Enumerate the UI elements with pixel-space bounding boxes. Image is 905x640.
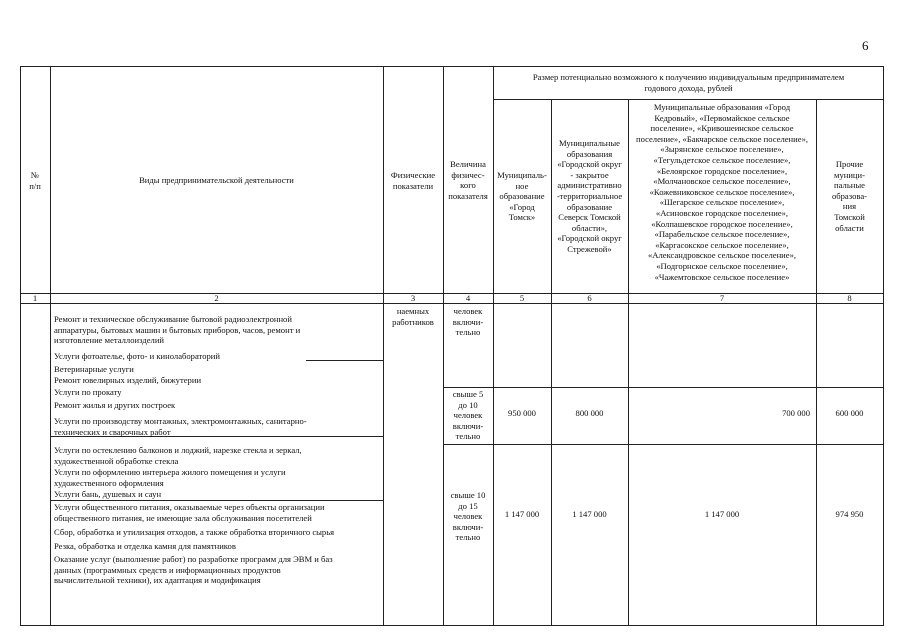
col-number: 6 xyxy=(587,293,592,303)
band-divider-1 xyxy=(443,387,884,388)
col-divider-4 xyxy=(493,66,494,626)
col-number: 3 xyxy=(410,293,416,303)
table-border-bottom xyxy=(20,625,884,626)
col-divider-1 xyxy=(50,66,51,626)
header-indicator-value: Величина физичес- кого показателя xyxy=(448,159,488,201)
value-tomsk: 950 000 xyxy=(508,408,536,418)
activity-item: Сбор, обработка и утилизация отходов, а также обработка вторичного сырья xyxy=(54,527,335,537)
activity-item: Оказание услуг (выполнение работ) по разработке программ для ЭВМ и баз данных (программных средств и информационных продуктов вычислительной техники), их адаптация и модификация xyxy=(54,554,333,586)
activity-item: Услуги по производству монтажных, электромонтажных, санитарно- технических и сварочных работ xyxy=(54,416,307,437)
activity-item: Ремонт ювелирных изделий, бижутерии xyxy=(54,375,202,385)
physical-indicator: наемных работников xyxy=(392,306,434,327)
header-col-rural-settlements: Муниципальные образования «Город Кедровый», «Первомайское сельское поселение», «Кривошеинское сельское поселение», «Бакчарское сельское поселение», «Зырянское сельское поселение», «Тегульдетское сельское поселение», «Белоярское городское поселение», «Молчановское сельское поселение», «Кожевниковское сельское поселение», «Шегарское сельское поселение», «Асиновское городское поселение», «Колпашевское городское поселение», «Парабельское сельское поселение», «Каргасокское сельское поселение», «Александровское сельское поселение», «Подгорнское сельское поселение», «Чажемтовское сельское поселение» xyxy=(635,102,809,282)
table-border-right xyxy=(883,66,884,626)
value-seversk: 800 000 xyxy=(575,408,604,418)
value-seversk: 1 147 000 xyxy=(572,509,607,519)
header-col-seversk-strezhevoy: Муниципальные образования «Городской округ - закрытое административно -территориальное образование Северск Томской области», «Городской округ Стрежевой» xyxy=(556,138,623,254)
activity-item: Услуги фотоателье, фото- и кинолабораторий xyxy=(54,351,220,361)
value-other: 974 950 xyxy=(835,509,864,519)
activity-divider xyxy=(50,500,383,501)
activity-item: Услуги по остеклению балконов и лоджий, нарезке стекла и зеркал, художественной обработке стекла xyxy=(54,445,302,466)
header-income-group: Размер потенциально возможного к получению индивидуальным предпринимателем годового дохода, рублей xyxy=(532,72,845,93)
col-number: 5 xyxy=(519,293,525,303)
activity-item: Услуги бань, душевых и саун xyxy=(54,489,162,499)
activity-item: Услуги по оформлению интерьера жилого помещения и услуги художественного оформления xyxy=(54,467,286,488)
header-col-tomsk: Муниципаль- ное образование «Город Томск» xyxy=(497,170,547,223)
activity-item: Ветеринарные услуги xyxy=(54,364,134,374)
header-num: № п/п xyxy=(29,170,41,191)
activity-item: Услуги по прокату xyxy=(54,387,122,397)
col-number: 4 xyxy=(465,293,471,303)
band-divider-2 xyxy=(443,444,884,445)
col-number: 1 xyxy=(32,293,38,303)
value-tomsk: 1 147 000 xyxy=(504,509,540,519)
value-rural: 700 000 xyxy=(782,408,810,418)
page-number: 6 xyxy=(862,38,869,53)
header-col-other: Прочие муници- пальные образова- ния Томской области xyxy=(831,159,868,233)
activity-item: Услуги общественного питания, оказываемые через объекты организации общественного питания, не имеющие зала обслуживания посетителей xyxy=(54,502,325,523)
band-indicator: человек включи- тельно xyxy=(452,306,484,338)
band-indicator: свыше 5 до 10 человек включи- тельно xyxy=(452,389,484,442)
band-indicator: свыше 10 до 15 человек включи- тельно xyxy=(450,490,486,543)
income-table xyxy=(20,66,884,626)
col-number: 8 xyxy=(847,293,852,303)
table-border-top xyxy=(20,66,884,67)
activity-item: Ремонт жилья и других построек xyxy=(54,400,176,410)
col-number: 7 xyxy=(719,293,725,303)
activity-item: Резка, обработка и отделка камня для памятников xyxy=(54,541,236,551)
activity-item: Ремонт и техническое обслуживание бытовой радиоэлектронной аппаратуры, бытовых машин и бытовых приборов, часов, ремонт и изготовление металлоизделий xyxy=(54,314,301,346)
value-rural: 1 147 000 xyxy=(704,509,740,519)
value-other: 600 000 xyxy=(835,408,864,418)
table-border-left xyxy=(20,66,21,626)
col-number: 2 xyxy=(214,293,219,303)
col-divider-2 xyxy=(383,66,384,626)
header-physical-indicators: Физические показатели xyxy=(390,170,436,191)
header-activities: Виды предпринимательской деятельности xyxy=(139,175,294,185)
